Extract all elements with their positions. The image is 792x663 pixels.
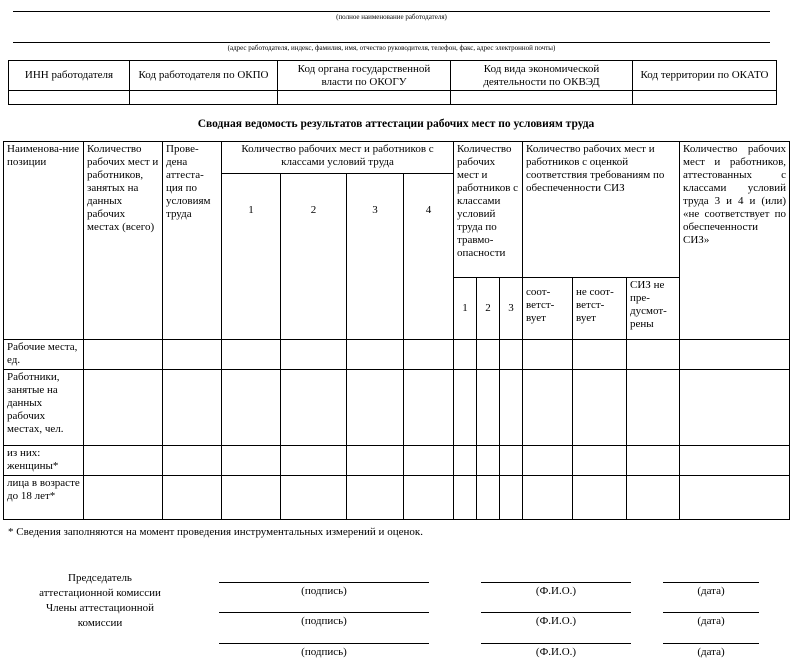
sign-caption: (подпись) (301, 646, 347, 658)
fio-caption: (Ф.И.О.) (535, 646, 577, 658)
member1-sign-line[interactable] (219, 612, 429, 613)
table-row (4, 446, 790, 476)
fio-caption: (Ф.И.О.) (535, 615, 577, 627)
table-row (4, 476, 790, 520)
address-line (13, 42, 770, 43)
row-label: из них: женщины* (4, 446, 84, 476)
okpo-header: Код работодателя по ОКПО (130, 61, 278, 91)
okpo-value-cell[interactable] (130, 91, 278, 105)
fio-caption: (Ф.И.О.) (535, 585, 577, 597)
class-2-header: 2 (281, 174, 347, 340)
col-trauma-header: Количество рабочих мест и работников с классами условий труда по травмо-опасности (454, 142, 523, 278)
col-class34-header: Количество рабочих мест и работников, аттестованных с классами условий труда 3 и 4 и (или) «не соответствует по обеспеченности СИЗ» (680, 142, 790, 340)
row-label: лица в возрасте до 18 лет* (4, 476, 84, 520)
chairman-sign-line[interactable] (219, 582, 429, 583)
col-attested-header: Прове-дена аттеста-ция по условиям труда (163, 142, 222, 340)
summary-table (3, 141, 790, 520)
trauma-1-header: 1 (454, 278, 477, 340)
date-caption: (дата) (697, 615, 725, 627)
document-title: Сводная ведомость результатов аттестации рабочих мест по условиям труда (197, 118, 595, 130)
codes-table (8, 60, 777, 105)
class-3-header: 3 (347, 174, 404, 340)
siz-none-header: СИЗ не пре-дусмот-рены (627, 278, 680, 340)
member2-fio-line[interactable] (481, 643, 631, 644)
col-classes-header: Количество рабочих мест и работников с классами условий труда (222, 142, 454, 174)
chairman-label: Председатель аттестационной комиссии (39, 572, 161, 599)
chairman-fio-line[interactable] (481, 582, 631, 583)
okogu-header: Код органа государственной власти по ОКОГУ (278, 61, 451, 91)
row-label: Рабочие места, ед. (4, 340, 84, 370)
table-row (4, 340, 790, 370)
okato-header: Код территории по ОКАТО (633, 61, 777, 91)
employer-name-line (13, 11, 770, 12)
sign-caption: (подпись) (301, 585, 347, 597)
col-position-header: Наименова-ние позиции (4, 142, 84, 340)
inn-header: ИНН работодателя (9, 61, 130, 91)
member1-fio-line[interactable] (481, 612, 631, 613)
table-row (4, 370, 790, 446)
trauma-2-header: 2 (477, 278, 500, 340)
okato-value-cell[interactable] (633, 91, 777, 105)
siz-not-ok-header: не соот-ветст-вует (573, 278, 627, 340)
siz-ok-header: соот-ветст-вует (523, 278, 573, 340)
footnote: * Сведения заполняются на момент проведения инструментальных измерений и оценок. (8, 526, 423, 538)
sign-caption: (подпись) (301, 615, 347, 627)
chairman-date-line[interactable] (663, 582, 759, 583)
employer-name-caption: (полное наименование работодателя) (336, 13, 447, 21)
trauma-3-header: 3 (500, 278, 523, 340)
col-siz-header: Количество рабочих мест и работников с оценкой соответствия требованиям по обеспеченности СИЗ (523, 142, 680, 278)
okogu-value-cell[interactable] (278, 91, 451, 105)
class-1-header: 1 (222, 174, 281, 340)
members-label: Члены аттестационной комиссии (45, 602, 155, 629)
member2-sign-line[interactable] (219, 643, 429, 644)
okved-header: Код вида экономической деятельности по ОКВЭД (451, 61, 633, 91)
col-total-header: Количество рабочих мест и работников, занятых на данных рабочих местах (всего) (84, 142, 163, 340)
date-caption: (дата) (697, 646, 725, 658)
address-caption: (адрес работодателя, индекс, фамилия, имя, отчество руководителя, телефон, факс, адрес электронной почты) (227, 44, 556, 52)
member2-date-line[interactable] (663, 643, 759, 644)
okved-value-cell[interactable] (451, 91, 633, 105)
member1-date-line[interactable] (663, 612, 759, 613)
class-4-header: 4 (404, 174, 454, 340)
row-label: Работники, занятые на данных рабочих местах, чел. (4, 370, 84, 446)
date-caption: (дата) (697, 585, 725, 597)
inn-value-cell[interactable] (9, 91, 130, 105)
